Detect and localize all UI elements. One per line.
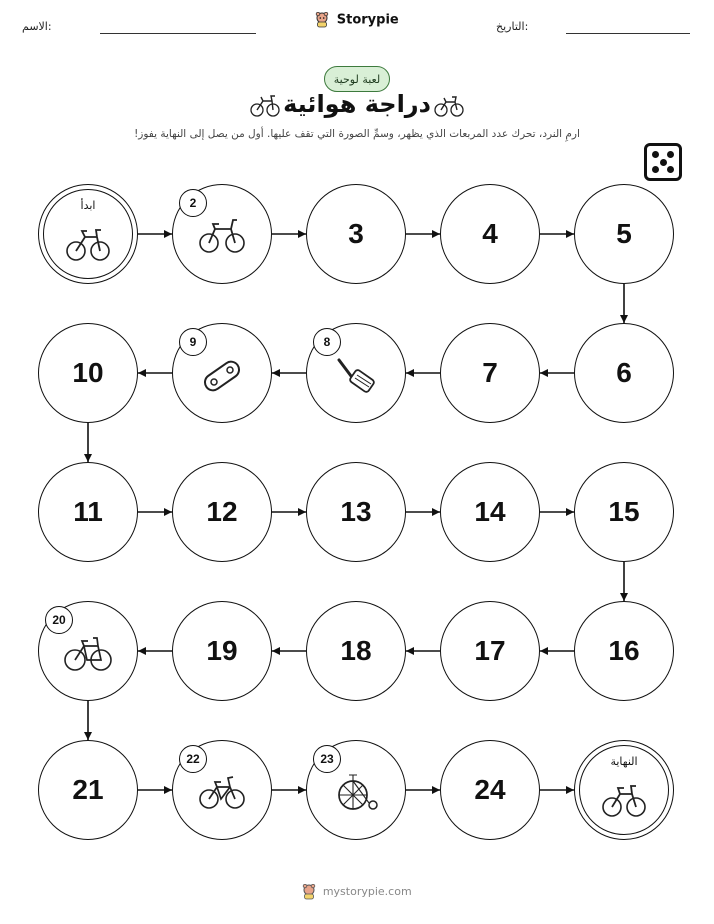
board-cell (306, 601, 406, 701)
bike-icon (63, 221, 113, 269)
arrow-head (540, 647, 548, 655)
arrow-head (138, 647, 146, 655)
cell-number: 4 (482, 218, 498, 249)
arrow-head (406, 369, 414, 377)
board-cell (306, 740, 406, 840)
cell-number-badge: 20 (45, 606, 73, 634)
cell-number: 18 (340, 635, 372, 666)
arrow-head (566, 230, 574, 238)
board-cell (38, 740, 138, 840)
board-cell (574, 323, 674, 423)
cell-number-badge: 2 (179, 189, 207, 217)
board-cell (306, 323, 406, 423)
footer (0, 884, 714, 900)
arrow-head (164, 230, 172, 238)
board-cell (440, 184, 540, 284)
cell-number-badge: 9 (179, 328, 207, 356)
board-cell (574, 462, 674, 562)
board-cell (440, 740, 540, 840)
cell-number: 14 (474, 496, 506, 527)
finish-cell (574, 740, 674, 840)
board-cell (172, 601, 272, 701)
board-cell (574, 184, 674, 284)
board-cell (172, 740, 272, 840)
cell-number-badge: 23 (313, 745, 341, 773)
arrow-head (406, 647, 414, 655)
cell-number: 3 (348, 218, 364, 249)
arrow-head (298, 508, 306, 516)
cell-number: 15 (608, 496, 640, 527)
cell-number: 5 (616, 218, 632, 249)
board-cell (38, 601, 138, 701)
cell-number-badge: 22 (179, 745, 207, 773)
kids-bike-icon (599, 777, 649, 825)
chain-link-icon (197, 352, 247, 400)
page-title: دراجة هوائية (283, 90, 431, 118)
date-label: التاريخ: (496, 20, 529, 33)
arrow-head (164, 786, 172, 794)
cell-number: 24 (474, 774, 506, 805)
arrow-head (298, 786, 306, 794)
arrow-head (84, 732, 92, 740)
board-cell (574, 601, 674, 701)
bicycle-icon (63, 630, 113, 678)
arrow-head (620, 315, 628, 323)
arrow-head (84, 454, 92, 462)
arrow-head (432, 230, 440, 238)
arrow-head (540, 369, 548, 377)
arrow-head (298, 230, 306, 238)
pedal-icon (331, 352, 381, 400)
cell-number: 10 (72, 357, 104, 388)
arrow-head (620, 593, 628, 601)
arrow-head (272, 647, 280, 655)
arrow-head (566, 508, 574, 516)
board-cell (38, 462, 138, 562)
board-cell (306, 462, 406, 562)
cell-number: 16 (608, 635, 640, 666)
bmx-bike-icon (197, 769, 247, 817)
board-cell (440, 323, 540, 423)
board-cell (172, 462, 272, 562)
board-cell (172, 184, 272, 284)
board-cell (306, 184, 406, 284)
storypie-mascot-icon (302, 884, 316, 900)
penny-farthing-icon (331, 769, 381, 817)
start-cell (38, 184, 138, 284)
cell-number: 6 (616, 357, 632, 388)
category-badge: لعبة لوحية (324, 66, 390, 92)
arrow-head (432, 508, 440, 516)
board-cell (440, 601, 540, 701)
finish-label: النهاية (610, 755, 638, 768)
start-label: ابدأ (80, 199, 96, 212)
cell-number: 21 (72, 774, 104, 805)
cell-number-badge: 8 (313, 328, 341, 356)
arrow-head (272, 369, 280, 377)
board-cell (440, 462, 540, 562)
balance-bike-icon (197, 213, 247, 261)
cell-number: 12 (206, 496, 238, 527)
cell-number: 7 (482, 357, 498, 388)
footer-url: mystorypie.com (322, 885, 412, 898)
arrow-head (164, 508, 172, 516)
cell-number: 17 (474, 635, 506, 666)
name-label: الاسم: (22, 20, 52, 33)
board-cell (172, 323, 272, 423)
arrow-head (432, 786, 440, 794)
board-cell (38, 323, 138, 423)
arrow-head (138, 369, 146, 377)
cell-number: 11 (73, 496, 103, 527)
instructions: ارمِ النرد، تحرك عدد المربعات الذي يظهر، وسمِّ الصورة التي تقف عليها. أول من يصل إلى النهاية يفوز! (134, 128, 580, 140)
cell-number: 19 (206, 635, 238, 666)
arrow-head (566, 786, 574, 794)
cell-number: 13 (340, 496, 372, 527)
brand-name: Storypie (336, 12, 399, 28)
